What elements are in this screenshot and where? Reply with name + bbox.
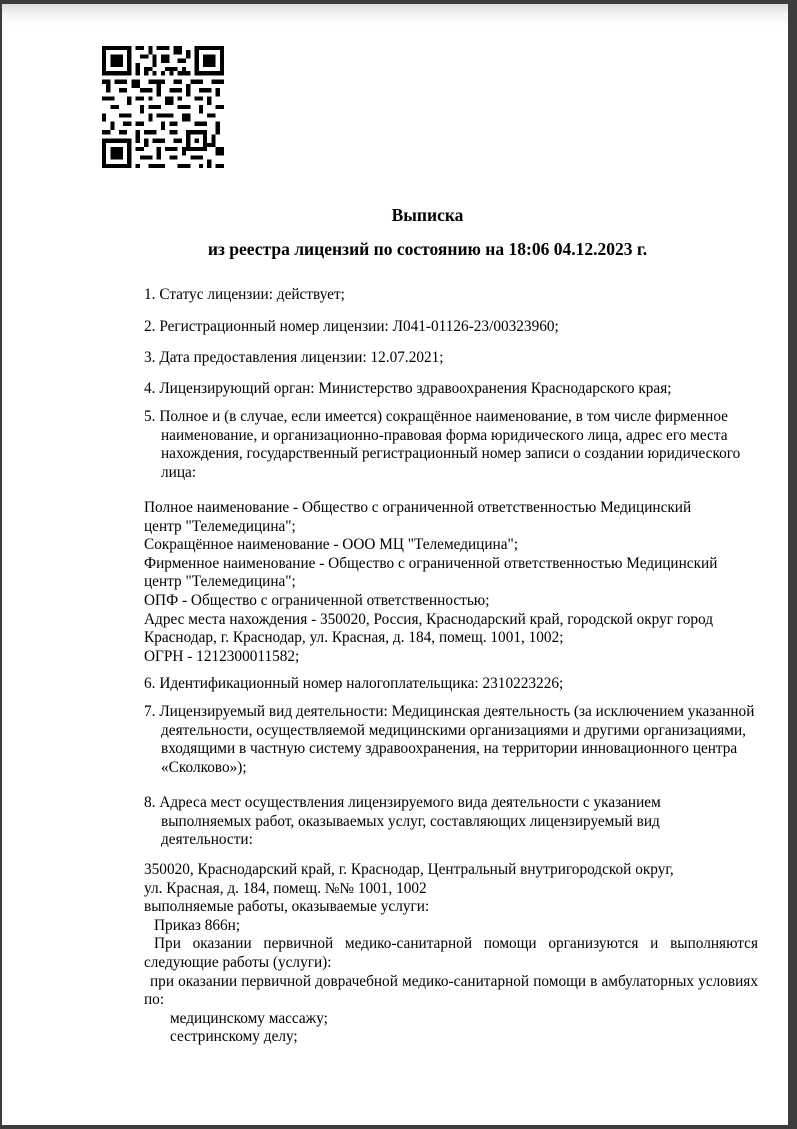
item-text: Регистрационный номер лицензии: Л041-01126-23/00323960; [159, 318, 559, 335]
brand-name-line2: центр "Телемедицина"; [144, 573, 296, 591]
address-line2: Краснодар, г. Краснодар, ул. Красная, д. 184, помещ. 1001, 1002; [144, 629, 564, 647]
list-item-activity-type [144, 703, 761, 777]
full-name-line2: центр "Телемедицина"; [144, 517, 296, 535]
short-name: Сокращённое наименование - ООО МЦ "Телемедицина"; [144, 536, 519, 554]
document-subtitle: из реестра лицензий по состоянию на 18:06 04.12.2023 г. [207, 239, 648, 259]
location-address-line1: 350020, Краснодарский край, г. Краснодар, Центральный внутригородской округ, [144, 861, 674, 878]
item-number: 1. [144, 286, 156, 303]
list-item-licensing-authority [144, 380, 764, 399]
item-text: Дата предоставления лицензии: 12.07.2021; [159, 349, 444, 366]
item-number: 7. [144, 703, 156, 720]
item-number: 2. [144, 318, 156, 335]
list-item-organization-name [144, 408, 771, 482]
item-text: Лицензирующий орган: Министерство здравоохранения Краснодарского края; [159, 380, 672, 397]
legal-form: ОПФ - Общество с ограниченной ответственностью; [144, 591, 490, 609]
ogrn: ОГРН - 1212300011582; [144, 647, 300, 665]
organization-details [144, 499, 764, 666]
qr-code [102, 45, 224, 169]
brand-name-line1: Фирменное наименование - Общество с ограниченной ответственностью Медицинский [144, 554, 718, 572]
item-text: Полное и (в случае, если имеется) сокращённое наименование, в том числе фирменное наименование, и организационно-правовая форма юридического лица, адрес его места нахождения, государственный регистрационный номер записи о создании юридического лица: [159, 408, 741, 481]
prehospital-care-intro: при оказании первичной доврачебной медико-санитарной помощи в амбулаторных условиях по: [144, 972, 758, 1009]
item-number: 3. [144, 349, 156, 366]
primary-care-intro: При оказании первичной медико-санитарной помощи организуются и выполняются следующие работы (услуги): [144, 935, 758, 971]
list-item-registration-number [144, 318, 764, 337]
item-text: Статус лицензии: действует; [159, 286, 345, 303]
services-label: выполняемые работы, оказываемые услуги: [144, 898, 430, 916]
location-address-line2: ул. Красная, д. 184, помещ. №№ 1001, 1002 [144, 879, 427, 897]
item-text: Лицензируемый вид деятельности: Медицинская деятельность (за исключением указанной деятельности, осуществляемой медицинскими организациями и другими организациями, входящими в частную систему здравоохранения, на территории инновационного центра «Сколково»); [159, 703, 755, 776]
list-item-activity-addresses [144, 794, 741, 850]
document-title: Выписка [391, 205, 464, 225]
service-item: медицинскому массажу; [170, 1009, 328, 1027]
list-item-inn [144, 675, 764, 694]
item-number: 5. [144, 408, 156, 425]
item-number: 4. [144, 380, 156, 397]
full-name-line1: Полное наименование - Общество с ограниченной ответственностью Медицинский [144, 499, 692, 516]
list-item-issue-date [144, 349, 764, 368]
item-number: 6. [144, 675, 156, 692]
item-text: Адреса мест осуществления лицензируемого вида деятельности с указанием выполняемых работ, оказываемых услуг, составляющих лицензируемый вид деятельности: [159, 794, 661, 849]
service-item: сестринскому делу; [170, 1028, 298, 1046]
activity-location-block [144, 861, 758, 1047]
list-item-license-status [144, 286, 764, 305]
order-reference: Приказ 866н; [154, 916, 241, 934]
item-number: 8. [144, 794, 156, 811]
address-line1: Адрес места нахождения - 350020, Россия, Краснодарский край, городской округ город [144, 610, 714, 628]
document-page [2, 4, 788, 1125]
qr-code-icon [102, 45, 224, 169]
item-text: Идентификационный номер налогоплательщика: 2310223226; [159, 675, 564, 692]
